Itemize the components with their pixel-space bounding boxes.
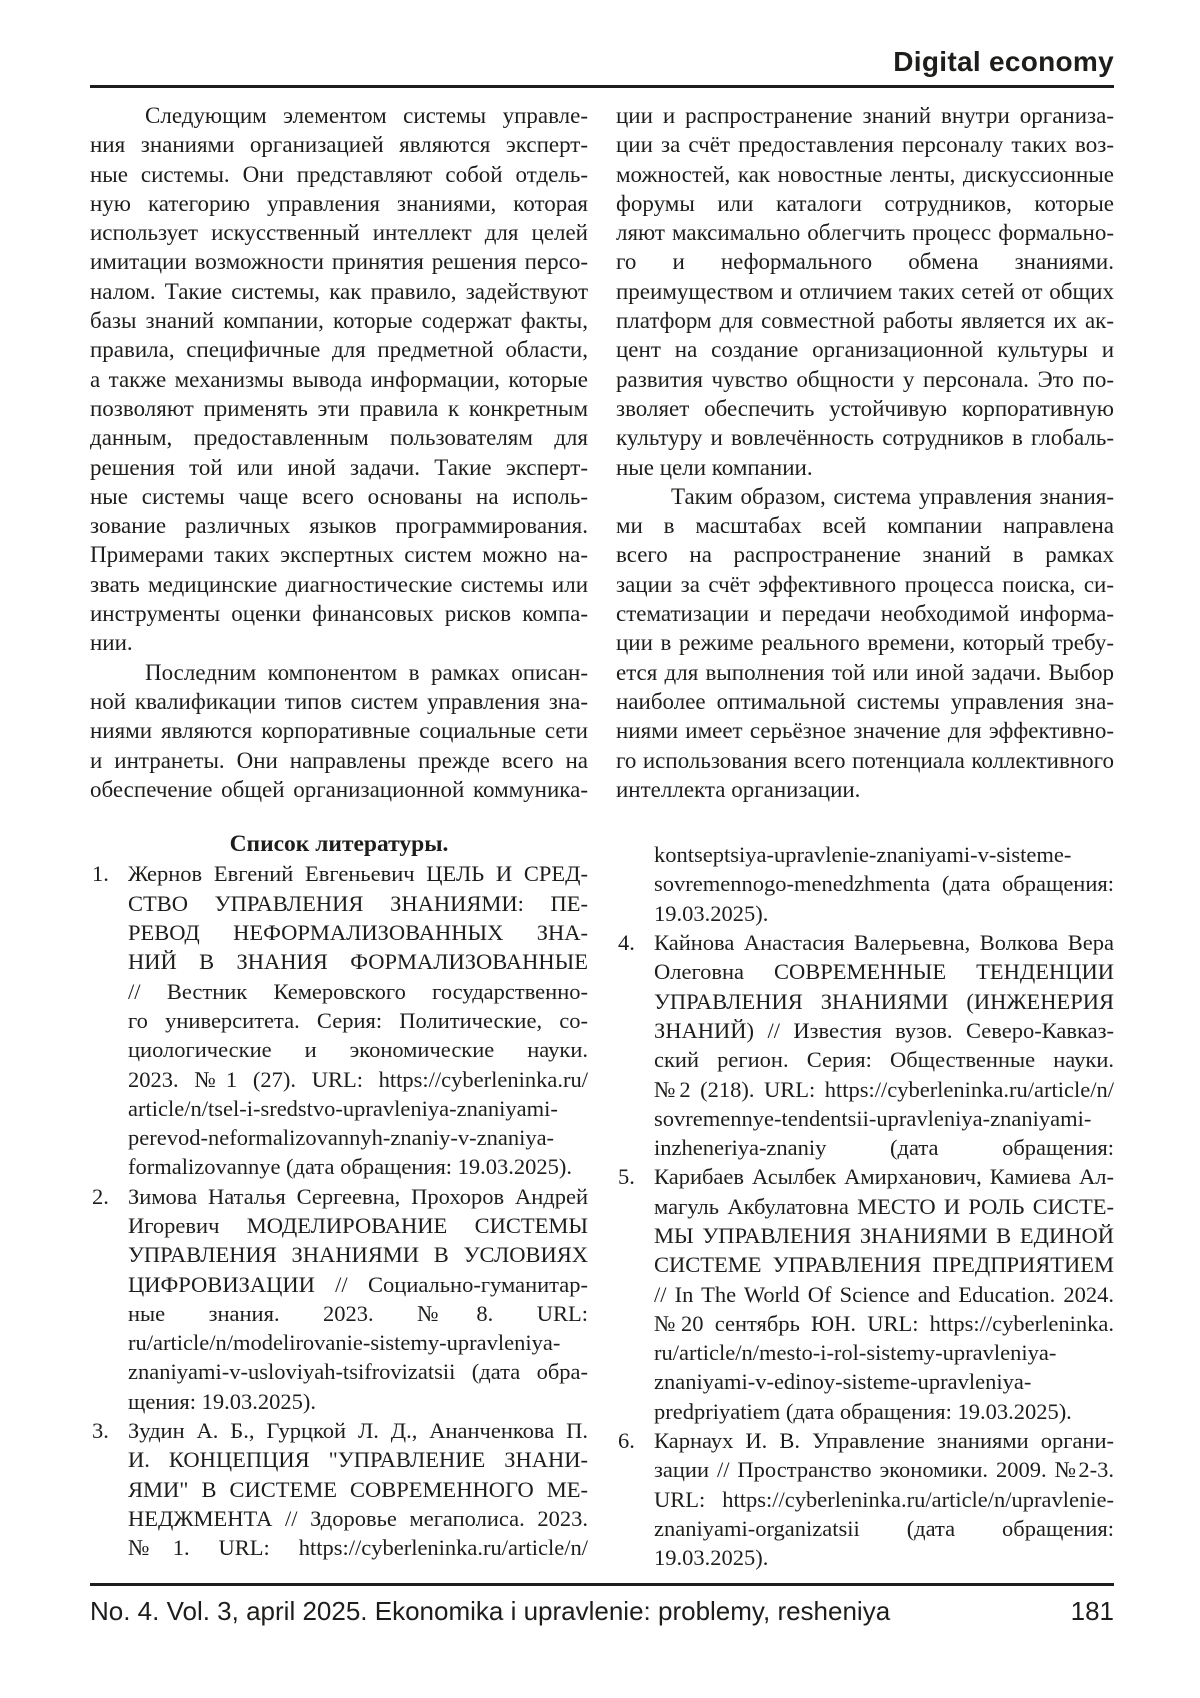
text-line: 2023. №1 (27). URL: https://cyberleninka.ru/: [128, 1066, 588, 1092]
text-line: ru/article/n/mesto-i-rol-sistemy-upravleniya-: [654, 1340, 1057, 1366]
text-line: ния знаниями организацией являются эксперт-: [90, 132, 588, 158]
reference-item: [616, 840, 1114, 928]
text-line: наиболее оптимальной системы управления зна-: [616, 688, 1114, 714]
text-line: и интранеты. Они направлены прежде всего на: [90, 747, 588, 773]
text-line: щения: 19.03.2025).: [128, 1388, 316, 1414]
text-line: форумы или каталоги сотрудников, которые: [616, 190, 1114, 216]
text-line: развития чувство общности у персонала. Это по-: [616, 366, 1114, 392]
text-line: РЕВОД НЕФОРМАЛИЗОВАННЫХ ЗНА-: [128, 920, 588, 946]
text-line: ниями являются корпоративные социальные сети: [90, 718, 588, 744]
text-line: можностей, как новостные ленты, дискуссионные: [616, 161, 1114, 187]
text-line: №1. URL: https://cyberleninka.ru/article/n/: [128, 1535, 588, 1561]
text-line: СТВО УПРАВЛЕНИЯ ЗНАНИЯМИ: ПЕ-: [128, 890, 588, 916]
text-line: URL: https://cyberleninka.ru/article/n/upravlenie-: [654, 1486, 1114, 1512]
text-line: ЯМИ" В СИСТЕМЕ СОВРЕМЕННОГО МЕ-: [128, 1476, 588, 1502]
text-line: ми в масштабах всей компании направлена: [616, 513, 1114, 539]
left-column: [90, 101, 588, 1573]
text-line: магуль Акбулатовна МЕСТО И РОЛЬ СИСТЕ-: [654, 1193, 1114, 1219]
text-line: культуру и вовлечённость сотрудников в глобаль-: [616, 425, 1114, 451]
right-column-paragraphs: [616, 101, 1114, 804]
reference-item: [616, 1426, 1114, 1572]
right-column: [616, 101, 1114, 1573]
text-line: ru/article/n/modelirovanie-sistemy-upravleniya-: [128, 1330, 561, 1356]
text-line: znaniyami-v-usloviyah-tsifrovizatsii (дата обра-: [128, 1359, 588, 1385]
text-line: звать медицинские диагностические системы или: [90, 571, 588, 597]
text-line: ные знания. 2023. №8. URL:: [128, 1300, 588, 1326]
text-line: article/n/tsel-i-sredstvo-upravleniya-znaniyami-: [128, 1095, 558, 1121]
text-line: ные цели компании.: [616, 454, 813, 480]
text-line: го использования всего потенциала коллективного: [616, 747, 1114, 773]
text-line: 19.03.2025).: [654, 1545, 769, 1571]
text-line: ции за счёт предоставления персоналу таких воз-: [616, 132, 1114, 158]
text-line: имитации возможности принятия решения персо-: [90, 249, 588, 275]
text-line: налом. Такие системы, как правило, задействуют: [90, 278, 588, 304]
text-line: ниями имеет серьёзное значение для эффективно-: [616, 718, 1114, 744]
text-line: платформ для совместной работы является их ак-: [616, 308, 1114, 334]
text-line: znaniyami-v-edinoy-sisteme-upravleniya-: [654, 1369, 1032, 1395]
two-column-layout: [90, 101, 1114, 1573]
text-line: НЕДЖМЕНТА // Здоровье мегаполиса. 2023.: [128, 1505, 588, 1531]
text-line: inzheneriya-znaniy (дата обращения:: [654, 1135, 1114, 1161]
text-line: ной квалификации типов систем управления зна-: [90, 688, 588, 714]
text-line: №2 (218). URL: https://cyberleninka.ru/article/n/: [654, 1076, 1114, 1102]
text-line: Олеговна СОВРЕМЕННЫЕ ТЕНДЕНЦИИ: [654, 959, 1114, 985]
text-line: ную категорию управления знаниями, которая: [90, 190, 588, 216]
text-line: Следующим элементом системы управле-: [145, 103, 588, 128]
text-line: зволяет обеспечить устойчивую корпоративную: [616, 395, 1114, 421]
text-line: циологические и экономические науки.: [128, 1037, 588, 1063]
text-line: Примерами таких экспертных систем можно на-: [90, 542, 588, 568]
paragraph: [616, 482, 1114, 804]
running-head: Digital economy: [893, 46, 1114, 77]
text-line: kontseptsiya-upravlenie-znaniyami-v-sisteme-: [654, 842, 1072, 868]
reference-number: 5.: [618, 1164, 635, 1190]
text-line: // In The World Of Science and Education. 2024.: [654, 1281, 1114, 1307]
reference-number: 4.: [618, 930, 635, 956]
text-line: стематизации и передачи необходимой информа-: [616, 601, 1114, 627]
text-line: базы знаний компании, которые содержат факты,: [90, 308, 588, 334]
reference-item: [616, 1162, 1114, 1426]
text-line: Игоревич МОДЕЛИРОВАНИЕ СИСТЕМЫ: [128, 1212, 588, 1238]
text-line: znaniyami-organizatsii (дата обращения:: [654, 1515, 1114, 1541]
text-line: ные системы. Они представляют собой отдель-: [90, 161, 588, 187]
text-line: Карнаух И. В. Управление знаниями органи-: [654, 1428, 1114, 1454]
text-line: 19.03.2025).: [654, 900, 769, 926]
left-column-paragraphs: [90, 101, 588, 804]
page-header: [90, 0, 1114, 88]
text-line: sovremennye-tendentsii-upravleniya-znaniyami-: [654, 1105, 1092, 1131]
text-line: обеспечение общей организационной коммуника-: [90, 776, 588, 802]
references-list-right: [616, 840, 1114, 1572]
reference-item: [90, 1182, 588, 1416]
text-line: ется для выполнения той или иной задачи. Выбор: [616, 659, 1114, 685]
text-line: Жернов Евгений Евгеньевич ЦЕЛЬ И СРЕД-: [128, 861, 588, 887]
text-line: зации // Пространство экономики. 2009. №2-3.: [654, 1457, 1114, 1483]
text-line: ский регион. Серия: Общественные науки.: [654, 1047, 1114, 1073]
reference-number: 6.: [618, 1428, 635, 1454]
text-line: perevod-neformalizovannyh-znaniy-v-znaniya-: [128, 1125, 555, 1151]
text-line: МЫ УПРАВЛЕНИЯ ЗНАНИЯМИ В ЕДИНОЙ: [654, 1222, 1114, 1248]
text-line: Последним компонентом в рамках описан-: [145, 659, 588, 685]
text-line: зации за счёт эффективного процесса поиска, си-: [616, 571, 1114, 597]
paragraph: [616, 101, 1114, 482]
text-line: И. КОНЦЕПЦИЯ "УПРАВЛЕНИЕ ЗНАНИ-: [128, 1447, 588, 1473]
text-line: Таким образом, система управления знания-: [671, 483, 1114, 509]
text-line: ции и распространение знаний внутри организа-: [616, 103, 1114, 128]
reference-item: [616, 928, 1114, 1162]
reference-item: [90, 859, 588, 1181]
text-line: правила, специфичные для предметной области,: [90, 337, 588, 363]
text-line: СИСТЕМЕ УПРАВЛЕНИЯ ПРЕДПРИЯТИЕМ: [654, 1252, 1114, 1278]
text-line: Карибаев Асылбек Амирханович, Камиева Ал-: [654, 1164, 1114, 1190]
reference-number: 1.: [92, 861, 109, 887]
text-line: formalizovannye (дата обращения: 19.03.2025).: [128, 1154, 573, 1180]
paragraph: [90, 101, 588, 658]
reference-number: 2.: [92, 1183, 109, 1209]
text-line: го университета. Серия: Политические, со-: [128, 1007, 588, 1033]
reference-item: [90, 1416, 588, 1562]
text-line: №20 сентябрь ЮН. URL: https://cyberleninka.: [654, 1310, 1114, 1336]
text-line: цент на создание организационной культуры и: [616, 337, 1114, 363]
text-line: sovremennogo-menedzhmenta (дата обращения:: [654, 871, 1114, 897]
page-footer: [90, 1583, 1114, 1627]
footer-page-number: 181: [1070, 1596, 1114, 1626]
text-line: зование различных языков программирования.: [90, 513, 588, 539]
text-line: УПРАВЛЕНИЯ ЗНАНИЯМИ В УСЛОВИЯХ: [128, 1242, 588, 1268]
text-line: а также механизмы вывода информации, которые: [90, 366, 588, 392]
text-line: позволяют применять эти правила к конкретным: [90, 395, 588, 421]
text-line: решения той или иной задачи. Такие эксперт-: [90, 454, 588, 480]
text-line: Зудин А. Б., Гурцкой Л. Д., Ананченкова П.: [128, 1418, 588, 1444]
text-line: // Вестник Кемеровского государственно-: [128, 978, 588, 1004]
text-line: инструменты оценки финансовых рисков компа-: [90, 601, 588, 627]
footer-journal-line: No. 4. Vol. 3, april 2025. Ekonomika i upravlenie: problemy, resheniya: [90, 1596, 891, 1626]
text-line: данным, предоставленным пользователям для: [90, 425, 588, 451]
reference-number: 3.: [92, 1418, 109, 1444]
text-line: ции в режиме реального времени, который требу-: [616, 630, 1114, 656]
references-heading: Список литературы.: [229, 831, 449, 858]
text-line: ЦИФРОВИЗАЦИИ // Социально-гуманитар-: [128, 1271, 588, 1297]
text-line: нии.: [90, 630, 133, 656]
text-line: ные системы чаще всего основаны на исполь-: [90, 483, 588, 509]
text-line: Зимова Наталья Сергеевна, Прохоров Андрей: [128, 1183, 588, 1209]
text-line: predpriyatiem (дата обращения: 19.03.2025).: [654, 1398, 1072, 1424]
references-list-left: [90, 859, 588, 1562]
text-line: использует искусственный интеллект для целей: [90, 220, 588, 246]
paragraph: [90, 658, 588, 804]
text-line: всего на распространение знаний в рамках: [616, 542, 1114, 568]
text-line: ЗНАНИЙ) // Известия вузов. Северо-Кавказ-: [654, 1017, 1114, 1043]
text-line: интеллекта организации.: [616, 776, 861, 802]
text-line: ляют максимально облегчить процесс формально-: [616, 220, 1114, 246]
text-line: Кайнова Анастасия Валерьевна, Волкова Вера: [654, 930, 1114, 956]
text-line: УПРАВЛЕНИЯ ЗНАНИЯМИ (ИНЖЕНЕРИЯ: [654, 988, 1114, 1014]
text-line: НИЙ В ЗНАНИЯ ФОРМАЛИЗОВАННЫЕ: [128, 949, 588, 975]
text-line: преимуществом и отличием таких сетей от общих: [616, 278, 1114, 304]
text-line: го и неформального обмена знаниями.: [616, 249, 1114, 275]
